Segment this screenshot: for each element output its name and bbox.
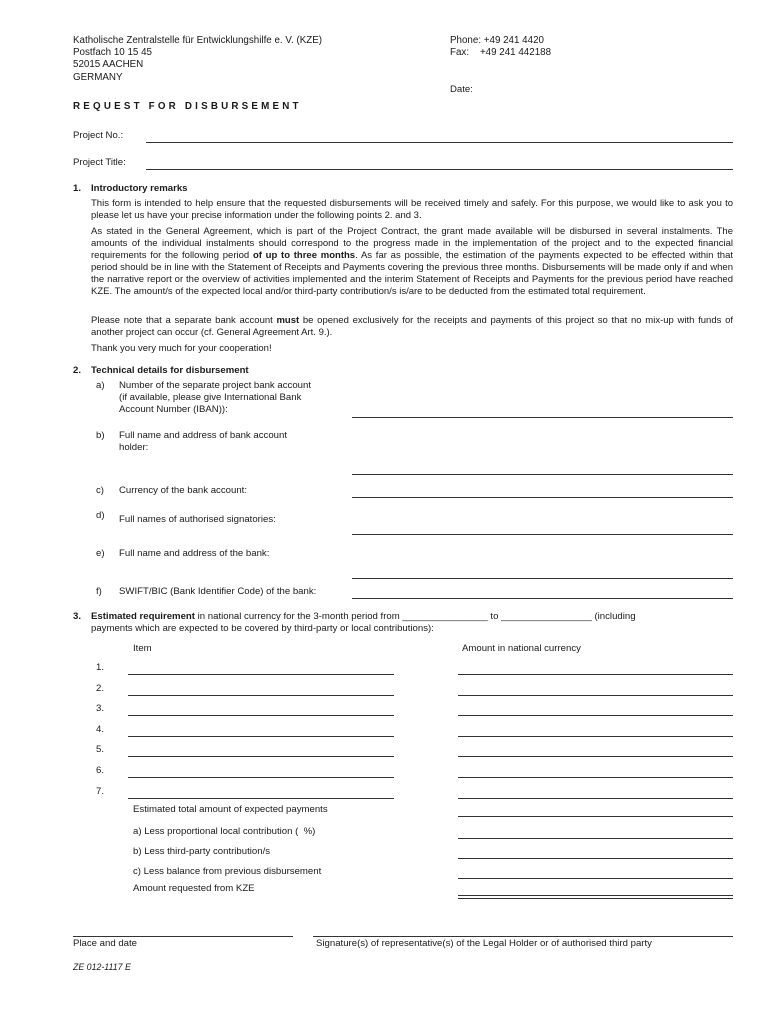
address-line: Postfach 10 15 45 [73,47,152,59]
place-date-label: Place and date [73,938,138,949]
previous-balance-label: c) Less balance from previous disbursement [133,866,322,877]
currency-label: Currency of the bank account: [119,485,247,496]
project-no-field[interactable] [146,142,733,143]
thanks-paragraph: Thank you very much for your cooperation! [91,343,272,354]
label-line: Full name and address of bank account [119,430,287,441]
phone-number: Phone: +49 241 4420 [450,35,544,46]
estimate-row-number: 1. [96,662,105,673]
signatories-label: Full names of authorised signatories: [119,514,276,525]
place-date-field[interactable] [73,936,293,937]
estimate-amount-field[interactable] [458,798,733,799]
third-party-field[interactable] [458,858,733,859]
form-title: REQUEST FOR DISBURSEMENT [73,101,302,112]
date-label: Date: [450,84,473,95]
section-number: 2. [73,365,82,376]
signature-label: Signature(s) of representative(s) of the Legal Holder or of authorised third party [316,938,652,949]
estimate-item-field[interactable] [128,756,394,757]
bank-note-emphasis: must [276,315,300,326]
project-title-field[interactable] [146,169,733,170]
section-number: 3. [73,611,82,622]
total-amount-field[interactable] [458,816,733,817]
estimate-amount-field[interactable] [458,695,733,696]
project-no-label: Project No.: [73,130,124,141]
account-holder-label [119,430,287,454]
third-party-label: b) Less third-party contribution/s [133,846,271,857]
item-letter: c) [96,485,104,496]
signature-field[interactable] [313,936,733,937]
amount-column-header: Amount in national currency [462,643,581,654]
form-code: ZE 012-1117 E [73,962,131,972]
item-letter: e) [96,548,105,559]
total-label: Estimated total amount of expected payments [133,804,328,815]
estimate-row-number: 5. [96,744,105,756]
amount-requested-label: Amount requested from KZE [133,883,255,894]
sender-address [73,35,322,84]
estimate-amount-field[interactable] [458,777,733,778]
section-number: 1. [73,183,82,194]
fax-number: Fax: +49 241 442188 [450,47,552,59]
label-line: (if available, please give International Bank [119,392,302,404]
intro-paragraph: This form is intended to help ensure that the requested disbursements will be received timely and safely. For this purpose, we would like to ask you to please let us have your precise information under the following points 2. and 3. [91,198,733,222]
estimate-row-number: 4. [96,723,105,735]
swift-field[interactable] [352,598,733,599]
agreement-emphasis: of up to three months [252,250,356,262]
period-text: in national currency for the 3-month period from ________________ to _________________ (including [194,611,636,622]
local-contribution-field[interactable] [458,838,733,839]
currency-field[interactable] [352,497,733,498]
local-contribution-label: a) Less proportional local contribution ( %) [133,826,316,837]
previous-balance-field[interactable] [458,878,733,879]
estimate-row-number: 7. [96,785,105,797]
bank-address-field[interactable] [352,578,733,579]
item-letter: f) [96,586,102,597]
section-heading [91,611,636,623]
estimate-amount-field[interactable] [458,715,733,716]
estimate-amount-field[interactable] [458,756,733,757]
estimate-item-field[interactable] [128,674,394,675]
agreement-text: As stated in the General Agreement, which is part of the Project Contract, the grant made available will be disbursed in several instalments. The amounts of the individual instalments should correspond to the progress made in the implementation of the project and to the expected financial requirements for the following period [91,226,733,262]
amount-requested-field[interactable] [458,895,733,896]
project-title-label: Project Title: [73,157,126,168]
bank-note-text: be opened exclusively for the receipts and payments of this project so that no mix-up with funds of another project can occur (cf. General Agreement Art. 9.). [91,315,733,339]
label-line: holder: [119,442,149,454]
address-line: 52015 AACHEN [73,59,144,71]
estimate-item-field[interactable] [128,736,394,737]
section-heading-bold: Estimated requirement [91,611,195,622]
iban-label [119,380,311,417]
estimate-row-number: 2. [96,682,105,694]
contact-block [450,35,551,59]
bank-address-label: Full name and address of the bank: [119,548,270,559]
estimate-amount-field[interactable] [458,736,733,737]
address-line: Katholische Zentralstelle für Entwicklungshilfe e. V. (KZE) [73,35,323,46]
account-holder-field[interactable] [352,474,733,475]
estimate-item-field[interactable] [128,715,394,716]
estimate-row-number: 3. [96,703,105,715]
label-line: Account Number (IBAN)): [119,404,228,416]
estimate-item-field[interactable] [128,777,394,778]
estimate-item-field[interactable] [128,695,394,696]
estimate-item-field[interactable] [128,798,394,799]
section-heading-line2: payments which are expected to be covered by third-party or local contributions): [91,623,434,634]
item-letter: d) [96,510,105,521]
bank-note-text: Please note that a separate bank account [91,315,277,326]
amount-requested-double-rule [458,898,733,899]
item-column-header: Item [133,643,152,654]
address-line: GERMANY [73,71,123,83]
swift-label: SWIFT/BIC (Bank Identifier Code) of the bank: [119,586,317,597]
iban-field[interactable] [352,417,733,418]
agreement-text: . As far as possible, the estimation of the payments expected to be effected within that period should be in line with the Statement of Receipts and Payments covering the previous three months. Disbursements will be made only if and when the narrative report or the overview of activities implemented and the interim Statement of Receipts and Payments for the previous period have reached KZE. The amount/s of the expected local and/or third-party contribution/s is/are to be deducted from the estimated total requirement. [91,250,733,298]
estimate-amount-field[interactable] [458,674,733,675]
section-heading: Introductory remarks [91,183,188,194]
agreement-paragraph [91,226,733,299]
signatories-field[interactable] [352,534,733,535]
item-letter: a) [96,380,105,391]
label-line: Number of the separate project bank account [119,380,311,391]
bank-account-paragraph [91,315,733,339]
estimate-row-number: 6. [96,765,105,776]
section-heading: Technical details for disbursement [91,365,249,376]
item-letter: b) [96,430,105,441]
